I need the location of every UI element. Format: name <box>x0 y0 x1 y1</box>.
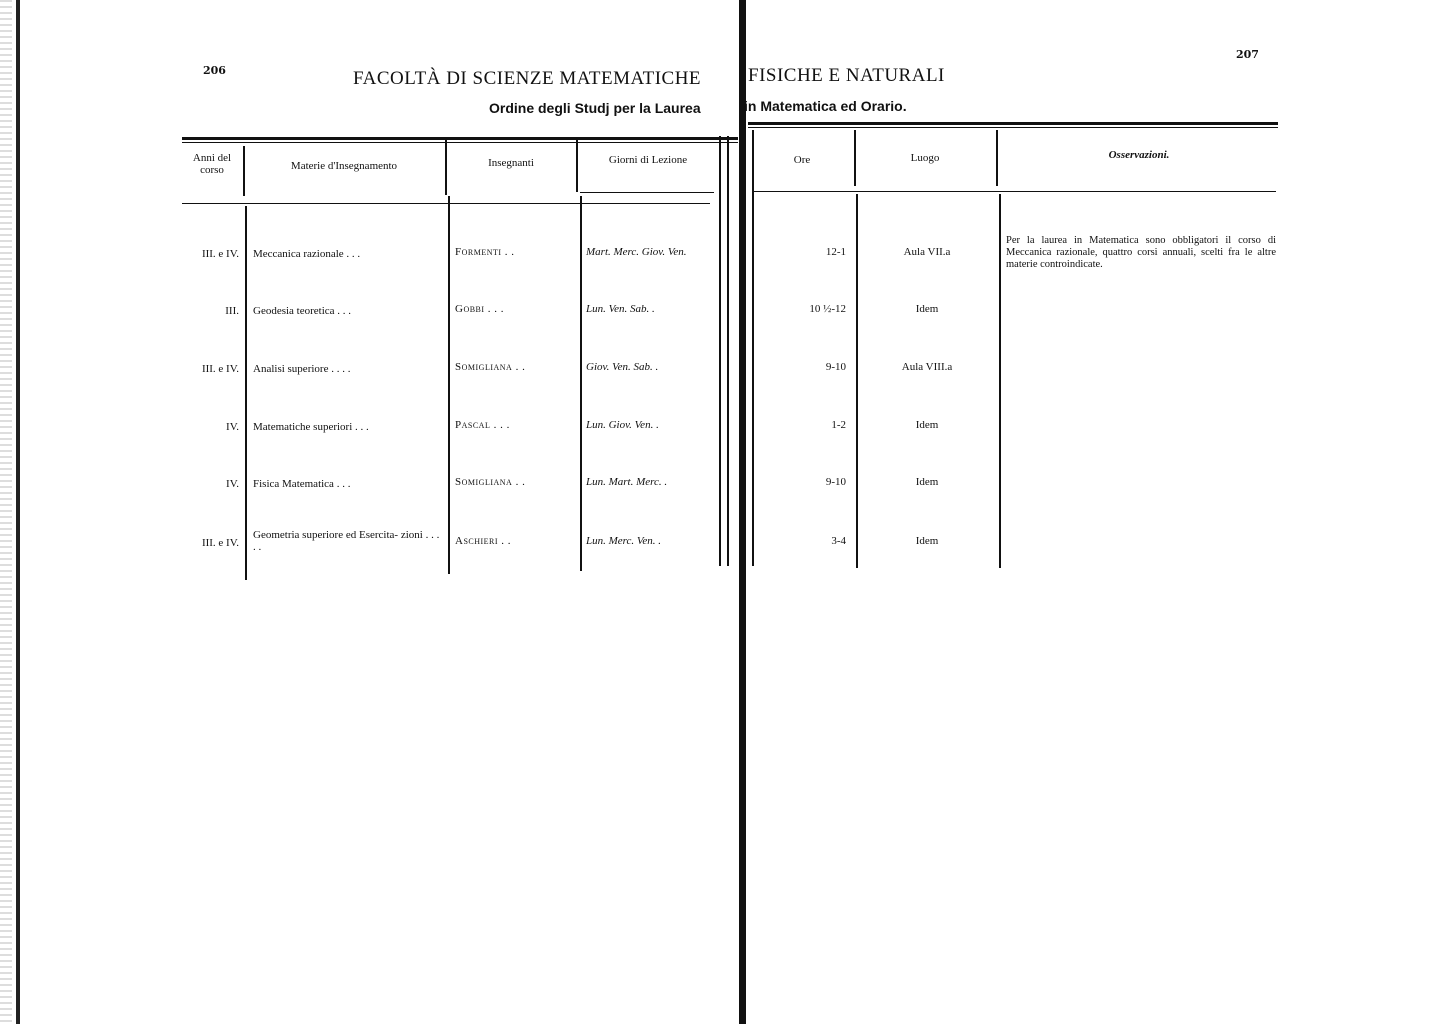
col-rule <box>999 194 1001 568</box>
book-gutter <box>739 0 746 1024</box>
row-5-luogo: Idem <box>915 476 939 488</box>
row-6-materia: Geometria superiore ed Esercita- zioni . . . . . <box>253 529 440 553</box>
scan-edge-line <box>16 0 20 1024</box>
header-insegnanti: Insegnanti <box>488 157 534 169</box>
header-ore: Ore <box>793 154 811 166</box>
row-2-materia: Geodesia teoretica . . . <box>253 305 352 317</box>
row-3-luogo: Aula VIII.a <box>901 361 953 373</box>
row-1-giorni: Mart. Merc. Giov. Ven. <box>586 246 687 258</box>
row-5-giorni: Lun. Mart. Merc. . <box>586 476 668 488</box>
observation-note: Per la laurea in Matematica sono obbligatori il corso di Meccanica razionale, quattro corsi annuali, scelti fra le altre materie controindicate. <box>1006 235 1276 270</box>
row-6-luogo: Idem <box>915 535 939 547</box>
row-6-giorni: Lun. Merc. Ven. . <box>586 535 662 547</box>
page-number-right: 207 <box>1236 48 1259 61</box>
col-rule <box>854 130 856 186</box>
row-4-anni: IV. <box>226 421 239 433</box>
col-rule <box>580 196 582 571</box>
row-5-anni: IV. <box>226 478 239 490</box>
row-6-anni: III. e IV. <box>201 537 239 549</box>
title-left: FACOLTÀ DI SCIENZE MATEMATICHE <box>353 68 702 89</box>
row-1-insegnante: Formenti . . <box>455 246 515 258</box>
row-6-insegnante: Aschieri . . <box>455 535 512 547</box>
row-2-insegnante: Gobbi . . . <box>455 303 505 315</box>
col-rule <box>448 196 450 574</box>
row-1-materia: Meccanica razionale . . . <box>253 248 361 260</box>
row-5-materia: Fisica Matematica . . . <box>253 478 351 490</box>
row-4-luogo: Idem <box>915 419 939 431</box>
header-luogo: Luogo <box>910 152 940 164</box>
col-rule <box>996 130 998 186</box>
header-rule-left <box>182 203 710 204</box>
row-1-ore: 12-1 <box>825 246 846 258</box>
col-rule <box>856 194 858 568</box>
row-4-giorni: Lun. Giov. Ven. . <box>586 419 659 431</box>
col-rule <box>727 136 729 566</box>
row-2-giorni: Lun. Ven. Sab. . <box>586 303 655 315</box>
scan-edge <box>0 0 12 1024</box>
row-3-giorni: Giov. Ven. Sab. . <box>586 361 659 373</box>
row-3-ore: 9-10 <box>825 361 846 373</box>
header-osservazioni: Osservazioni. <box>1108 149 1170 161</box>
top-rule-left <box>182 137 738 140</box>
page-number-left: 206 <box>203 64 226 77</box>
header-materie: Materie d'Insegnamento <box>290 160 398 172</box>
row-5-insegnante: Somigliana . . <box>455 476 526 488</box>
col-rule <box>243 146 245 196</box>
row-3-anni: III. e IV. <box>201 363 239 375</box>
row-4-materia: Matematiche superiori . . . <box>253 421 369 433</box>
col-rule <box>445 140 447 195</box>
row-4-insegnante: Pascal . . . <box>455 419 510 431</box>
row-1-luogo: Aula VII.a <box>903 246 951 258</box>
row-4-ore: 1-2 <box>831 419 846 431</box>
row-2-ore: 10 ½-12 <box>809 303 846 315</box>
header-rule-right <box>752 191 1276 192</box>
top-rule-right <box>748 122 1278 125</box>
header-giorni: Giorni di Lezione <box>608 154 688 166</box>
row-5-ore: 9-10 <box>825 476 846 488</box>
header-rule-giorni <box>580 192 714 193</box>
col-rule <box>576 140 578 192</box>
row-1-anni: III. e IV. <box>201 248 239 260</box>
row-3-materia: Analisi superiore . . . . <box>253 363 351 375</box>
header-anni: Anni del corso <box>192 152 232 176</box>
top-rule-left-thin <box>182 142 738 143</box>
col-rule <box>752 130 754 566</box>
subtitle-left: Ordine degli Studj per la Laurea <box>489 100 701 116</box>
col-rule <box>245 206 247 580</box>
title-right: FISICHE E NATURALI <box>748 65 945 86</box>
row-2-anni: III. <box>225 305 239 317</box>
col-rule <box>719 136 721 566</box>
subtitle-right: in Matematica ed Orario. <box>744 98 907 114</box>
row-2-luogo: Idem <box>915 303 939 315</box>
row-3-insegnante: Somigliana . . <box>455 361 526 373</box>
row-6-ore: 3-4 <box>831 535 846 547</box>
top-rule-right-thin <box>748 127 1278 128</box>
